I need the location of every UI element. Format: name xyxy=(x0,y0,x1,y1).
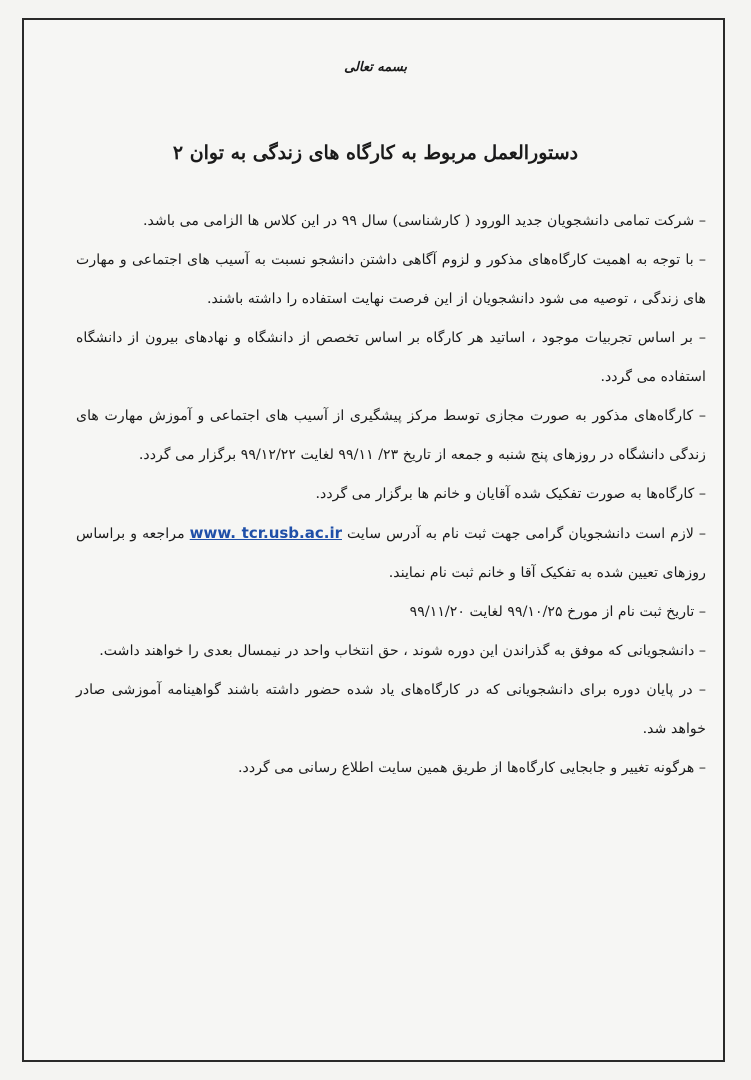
paragraph-changes-notice: – هرگونه تغییر و جابجایی کارگاه‌ها از طریق همین سایت اطلاع رسانی می گردد. xyxy=(238,760,706,776)
paragraph-registration-dates: – تاریخ ثبت نام از مورخ ۹۹/۱۰/۲۵ لغایت ۹۹/۱۱/۲۰ xyxy=(409,604,706,620)
registration-site-link[interactable]: www. tcr.usb.ac.ir xyxy=(189,524,342,542)
paragraph-registration xyxy=(76,514,706,593)
paragraph-certificate: – در پایان دوره برای دانشجویانی که در کارگاه‌های یاد شده حضور داشته باشند گواهینامه آموزشی صادر خواهد شد. xyxy=(76,682,706,737)
paragraph-importance: – با توجه به اهمیت کارگاه‌های مذکور و لزوم آگاهی داشتن دانشجو نسبت به آسیب های اجتماعی و مهارت های زندگی ، توصیه می شود دانشجویان از این فرصت نهایت استفاده را داشته باشند. xyxy=(76,252,706,307)
paragraph-instructors: – بر اساس تجربیات موجود ، اساتید هر کارگاه بر اساس تخصص از دانشگاه و نهادهای بیرون از دانشگاه استفاده می گردد. xyxy=(76,330,706,385)
document-title: دستورالعمل مربوط به کارگاه های زندگی به توان ۲ xyxy=(172,142,579,164)
paragraph-gender-separation: – کارگاه‌ها به صورت تفکیک شده آقایان و خانم ها برگزار می گردد. xyxy=(315,486,706,502)
page-border-frame xyxy=(22,18,725,1062)
registration-text-after: مراجعه و براساس روزهای تعیین شده به تفکیک آقا و خانم ثبت نام نمایند. xyxy=(76,526,706,581)
paragraph-attendance: – شرکت تمامی دانشجویان جدید الورود ( کارشناسی) سال ۹۹ در این کلاس ها الزامی می باشد. xyxy=(142,213,706,229)
basmala-heading: بسمه تعالی xyxy=(344,60,407,75)
document-body xyxy=(76,202,706,788)
paragraph-course-credit: – دانشجویانی که موفق به گذراندن این دوره شوند ، حق انتخاب واحد در نیمسال بعدی را خواهند داشت. xyxy=(99,643,706,659)
paragraph-schedule: – کارگاه‌های مذکور به صورت مجازی توسط مرکز پیشگیری از آسیب های اجتماعی و آموزش مهارت های زندگی دانشگاه در روزهای پنج شنبه و جمعه از تاریخ ۲۳/ ۹۹/۱۱ لغایت ۹۹/۱۲/۲۲ برگزار می گردد. xyxy=(76,408,706,463)
registration-text-before: – لازم است دانشجویان گرامی جهت ثبت نام به آدرس سایت xyxy=(342,526,706,542)
